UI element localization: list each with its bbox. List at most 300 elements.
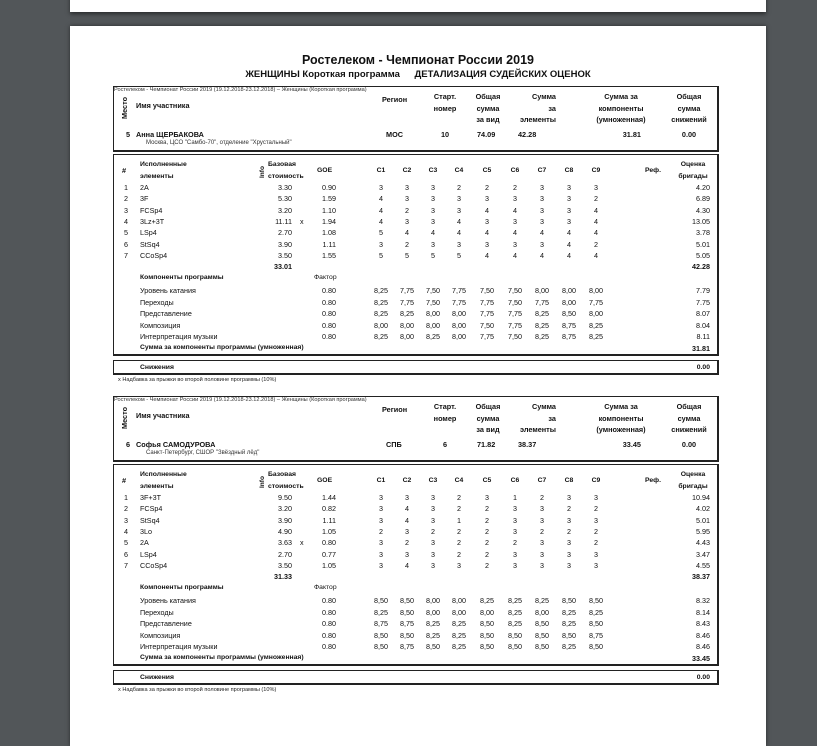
element-goe: 1.08: [322, 228, 336, 238]
elements-panel-total: 38.37: [692, 572, 710, 582]
skater-deductions-total: 0.00: [681, 130, 697, 139]
element-panel-score: 5.01: [696, 515, 710, 525]
element-base-value: 3.90: [278, 239, 292, 249]
judge-score-c1: 5: [379, 228, 383, 238]
element-row: [114, 527, 718, 538]
component-judge-c1: 8,25: [374, 607, 388, 617]
judge-score-c5: 2: [485, 515, 489, 525]
judge-score-c7: 3: [540, 194, 544, 204]
judge-score-c7: 3: [540, 239, 544, 249]
component-judge-c6: 7,50: [508, 286, 522, 295]
element-base-value: 3.50: [278, 560, 292, 570]
judge-score-c4: 2: [457, 526, 461, 536]
judge-score-c7: 3: [540, 216, 544, 226]
element-number: 6: [124, 549, 128, 559]
element-row: [114, 240, 718, 251]
component-judge-c6: 8,25: [508, 596, 522, 605]
skater-name: Анна ЩЕРБАКОВА: [136, 130, 204, 139]
judge-score-c2: 3: [405, 216, 409, 226]
component-factor: 0.80: [322, 309, 336, 319]
element-base-value: 3.63: [278, 538, 292, 548]
info-header: Info: [259, 166, 266, 178]
component-judge-c4: 8,25: [452, 619, 466, 629]
judge-score-c4: 3: [457, 194, 461, 204]
component-judge-c3: 8,50: [426, 642, 440, 652]
components-total-value: 33.45: [692, 654, 710, 663]
judges-details-box: [113, 154, 719, 356]
judge-score-c3: 3: [431, 549, 435, 559]
element-panel-score: 3.78: [696, 228, 710, 238]
element-name: FCSp4: [140, 504, 163, 514]
judge-score-c8: 2: [567, 504, 571, 514]
element-row: [114, 183, 718, 194]
element-number: 1: [124, 183, 128, 192]
element-number: 2: [124, 194, 128, 204]
element-base-value: 2.70: [278, 549, 292, 559]
judge-score-c2: 2: [405, 538, 409, 548]
skater-club: Москва, ЦСО "Самбо-70", отделение "Хрустальный": [146, 140, 292, 146]
judge-header-c3: C3: [428, 167, 438, 174]
skater-region: МОС: [386, 130, 404, 139]
judge-score-c2: 2: [405, 205, 409, 215]
judge-score-c6: 2: [513, 538, 517, 548]
judge-score-c5: 2: [485, 526, 489, 536]
judge-score-c9: 2: [594, 504, 598, 514]
skater-deductions-total: 0.00: [681, 440, 697, 449]
component-judge-c6: 8,50: [508, 630, 522, 640]
element-row: [114, 206, 718, 217]
component-panel-score: 8.07: [696, 309, 710, 319]
judge-score-c4: 2: [457, 493, 461, 502]
judge-header-c5: C5: [482, 167, 492, 174]
judge-score-c6: 3: [513, 526, 517, 536]
element-base-value: 2.70: [278, 228, 292, 238]
judge-score-c4: 1: [457, 515, 461, 525]
element-panel-score: 4.55: [696, 560, 710, 570]
element-goe: 1.55: [322, 250, 336, 260]
event-line: Ростелеком - Чемпионат России 2019 (19.12.2018-23.12.2018) – Женщины (Короткая программа): [114, 87, 367, 93]
component-name: Интерпретация музыки: [140, 332, 218, 342]
judge-score-c9: 2: [594, 194, 598, 204]
element-name: StSq4: [140, 515, 160, 525]
components-header-row: [114, 584, 718, 595]
judge-score-c7: 2: [540, 526, 544, 536]
element-panel-score: 4.02: [696, 504, 710, 514]
skater-name: Софья САМОДУРОВА: [136, 440, 216, 449]
judge-score-c6: 4: [513, 228, 517, 238]
judge-score-c3: 5: [431, 250, 435, 260]
judge-score-c9: 2: [594, 239, 598, 249]
factor-header: Фактор: [314, 274, 337, 281]
component-judge-c3: 7,50: [426, 297, 440, 307]
component-judge-c9: 8,75: [589, 630, 603, 640]
elements-total-row: [114, 262, 718, 273]
panel-score-header: Оценка бригады: [678, 161, 708, 180]
component-judge-c8: 8,50: [562, 309, 576, 319]
component-judge-c7: 8,50: [535, 619, 549, 629]
judge-score-c3: 3: [431, 493, 435, 502]
component-judge-c9: 7,75: [589, 297, 603, 307]
component-factor: 0.80: [322, 642, 336, 652]
component-panel-score: 8.14: [696, 607, 710, 617]
component-judge-c1: 8,25: [374, 297, 388, 307]
element-row: [114, 493, 718, 504]
deductions-sum-header: Общая сумма снижений: [671, 92, 707, 124]
element-name: CCoSp4: [140, 250, 168, 260]
element-info-flag: x: [300, 216, 304, 226]
judge-header-c9: C9: [591, 477, 601, 484]
component-judge-c5: 7,75: [480, 332, 494, 342]
component-name: Переходы: [140, 297, 174, 307]
element-row: [114, 504, 718, 515]
component-judge-c4: 8,25: [452, 642, 466, 652]
judge-score-c1: 2: [379, 526, 383, 536]
element-number: 5: [124, 228, 128, 238]
judge-score-c9: 3: [594, 183, 598, 192]
start-no-header: Старт. номер: [433, 402, 457, 423]
factor-header: Фактор: [314, 584, 337, 591]
component-judge-c5: 7,75: [480, 297, 494, 307]
element-number: 4: [124, 526, 128, 536]
judge-header-c2: C2: [402, 167, 412, 174]
judge-score-c8: 4: [567, 239, 571, 249]
element-panel-score: 5.01: [696, 239, 710, 249]
component-judge-c3: 8,00: [426, 309, 440, 319]
judge-score-c9: 3: [594, 549, 598, 559]
component-judge-c1: 8,00: [374, 320, 388, 330]
judge-header-c5: C5: [482, 477, 492, 484]
component-judge-c2: 8,50: [400, 630, 414, 640]
judge-score-c4: 4: [457, 228, 461, 238]
base-value-total: 31.33: [274, 572, 292, 582]
element-name: 3Lo: [140, 526, 152, 536]
components-total-row: [114, 344, 718, 355]
element-name: FCSp4: [140, 205, 163, 215]
component-judge-c6: 8,25: [508, 619, 522, 629]
component-row: [114, 332, 718, 343]
component-judge-c2: 8,75: [400, 619, 414, 629]
component-judge-c8: 8,00: [562, 286, 576, 295]
previous-page: [70, 0, 766, 12]
judge-score-c5: 3: [485, 493, 489, 502]
component-judge-c9: 8,25: [589, 332, 603, 342]
judge-score-c8: 3: [567, 194, 571, 204]
elements-sum-header: Сумма за элементы: [519, 402, 556, 434]
component-judge-c1: 8,25: [374, 332, 388, 342]
judge-score-c4: 3: [457, 205, 461, 215]
judge-score-c3: 3: [431, 515, 435, 525]
element-number: 2: [124, 504, 128, 514]
judge-score-c9: 3: [594, 493, 598, 502]
judge-score-c1: 4: [379, 194, 383, 204]
component-judge-c6: 7,75: [508, 320, 522, 330]
component-factor: 0.80: [322, 320, 336, 330]
judge-score-c7: 3: [540, 560, 544, 570]
component-judge-c4: 8,00: [452, 309, 466, 319]
element-panel-score: 10.94: [692, 493, 710, 502]
element-panel-score: 4.43: [696, 538, 710, 548]
element-base-value: 3.90: [278, 515, 292, 525]
component-judge-c5: 7,50: [480, 320, 494, 330]
component-judge-c2: 8,75: [400, 642, 414, 652]
judge-score-c2: 3: [405, 526, 409, 536]
element-name: 3F+3T: [140, 493, 161, 502]
judge-header-c4: C4: [454, 477, 464, 484]
component-row: [114, 309, 718, 320]
place-header: Место: [120, 406, 129, 430]
component-row: [114, 286, 718, 297]
element-panel-score: 13.05: [692, 216, 710, 226]
component-judge-c2: 7,75: [400, 286, 414, 295]
judge-score-c2: 3: [405, 194, 409, 204]
judge-score-c4: 2: [457, 504, 461, 514]
judge-score-c1: 3: [379, 504, 383, 514]
components-total-row: [114, 654, 718, 665]
component-judge-c8: 8,75: [562, 320, 576, 330]
component-judge-c1: 8,25: [374, 286, 388, 295]
element-name: 3Lz+3T: [140, 216, 165, 226]
judge-score-c5: 2: [485, 549, 489, 559]
footnote: x Надбавка за прыжки во второй половине программы (10%): [118, 377, 277, 383]
component-factor: 0.80: [322, 332, 336, 342]
component-factor: 0.80: [322, 286, 336, 295]
judge-score-c3: 4: [431, 228, 435, 238]
component-judge-c8: 8,50: [562, 630, 576, 640]
judge-header-c2: C2: [402, 477, 412, 484]
component-judge-c1: 8,50: [374, 596, 388, 605]
judge-score-c9: 2: [594, 538, 598, 548]
element-goe: 0.82: [322, 504, 336, 514]
component-name: Интерпретация музыки: [140, 642, 218, 652]
judge-score-c3: 3: [431, 538, 435, 548]
judge-score-c7: 3: [540, 205, 544, 215]
components-header-row: [114, 274, 718, 285]
component-judge-c8: 8,00: [562, 297, 576, 307]
judge-score-c9: 4: [594, 216, 598, 226]
total-header: Общая сумма за вид: [475, 92, 501, 124]
name-header: Имя участника: [136, 101, 190, 110]
components-sum-header: Сумма за компоненты (умноженная): [596, 92, 646, 124]
judge-score-c1: 3: [379, 538, 383, 548]
element-row: [114, 561, 718, 572]
element-info-flag: x: [300, 538, 304, 548]
judge-score-c6: 3: [513, 504, 517, 514]
component-judge-c7: 8,50: [535, 642, 549, 652]
components-title: Компоненты программы: [140, 584, 224, 591]
element-goe: 0.77: [322, 549, 336, 559]
judge-score-c2: 3: [405, 183, 409, 192]
component-judge-c7: 8,50: [535, 630, 549, 640]
skater-place: 5: [126, 130, 131, 139]
element-goe: 1.05: [322, 560, 336, 570]
judge-score-c1: 3: [379, 549, 383, 559]
component-judge-c4: 8,00: [452, 320, 466, 330]
component-judge-c6: 7,50: [508, 297, 522, 307]
component-judge-c7: 8,00: [535, 286, 549, 295]
judge-header-c7: C7: [537, 477, 547, 484]
component-judge-c7: 8,25: [535, 320, 549, 330]
start-no-header: Старт. номер: [433, 92, 457, 113]
component-judge-c9: 8,25: [589, 320, 603, 330]
judge-score-c8: 3: [567, 183, 571, 192]
judge-score-c3: 3: [431, 560, 435, 570]
judge-score-c6: 4: [513, 205, 517, 215]
base-value-total: 33.01: [274, 262, 292, 272]
judge-header-c6: C6: [510, 477, 520, 484]
judge-score-c6: 3: [513, 549, 517, 559]
elements-panel-total: 42.28: [692, 262, 710, 272]
component-judge-c5: 8,00: [480, 607, 494, 617]
deductions-label: Снижения: [140, 674, 174, 681]
component-panel-score: 8.32: [696, 596, 710, 605]
skater-start-no: 10: [440, 130, 450, 139]
component-judge-c4: 7,75: [452, 286, 466, 295]
judge-score-c7: 4: [540, 250, 544, 260]
judge-score-c2: 4: [405, 515, 409, 525]
judge-score-c1: 3: [379, 515, 383, 525]
component-judge-c9: 8,50: [589, 619, 603, 629]
pdf-page: [70, 26, 766, 746]
judge-score-c9: 3: [594, 560, 598, 570]
judge-score-c5: 3: [485, 216, 489, 226]
judge-header-c8: C8: [564, 477, 574, 484]
judge-score-c3: 3: [431, 239, 435, 249]
judge-score-c2: 5: [405, 250, 409, 260]
element-panel-score: 3.47: [696, 549, 710, 559]
component-factor: 0.80: [322, 596, 336, 605]
element-name: LSp4: [140, 228, 157, 238]
judge-score-c4: 3: [457, 560, 461, 570]
component-judge-c9: 8,50: [589, 596, 603, 605]
component-judge-c3: 7,50: [426, 286, 440, 295]
judge-score-c8: 3: [567, 515, 571, 525]
judge-score-c1: 3: [379, 183, 383, 192]
component-factor: 0.80: [322, 619, 336, 629]
judge-score-c6: 4: [513, 250, 517, 260]
element-row: [114, 550, 718, 561]
components-title: Компоненты программы: [140, 274, 224, 281]
region-header: Регион: [382, 405, 408, 414]
judge-score-c7: 3: [540, 504, 544, 514]
document-title: Ростелеком - Чемпионат России 2019: [301, 53, 534, 67]
element-goe: 1.11: [322, 239, 336, 249]
element-row: [114, 217, 718, 228]
judge-score-c2: 4: [405, 504, 409, 514]
component-judge-c1: 8,50: [374, 642, 388, 652]
element-number: 7: [124, 560, 128, 570]
judge-score-c5: 3: [485, 239, 489, 249]
skater-elements-total: 38.37: [518, 440, 537, 449]
component-judge-c8: 8,25: [562, 607, 576, 617]
component-judge-c9: 8,00: [589, 286, 603, 295]
element-row: [114, 251, 718, 262]
judge-score-c3: 3: [431, 183, 435, 192]
judge-score-c5: 4: [485, 228, 489, 238]
region-header: Регион: [382, 95, 408, 104]
judge-score-c6: 2: [513, 183, 517, 192]
component-judge-c5: 8,50: [480, 642, 494, 652]
element-name: 2A: [140, 183, 149, 192]
judge-score-c3: 3: [431, 205, 435, 215]
judge-score-c2: 4: [405, 560, 409, 570]
component-judge-c2: 7,75: [400, 297, 414, 307]
element-base-value: 4.90: [278, 526, 292, 536]
components-total-label: Сумма за компоненты программы (умноженная): [140, 654, 304, 661]
component-judge-c2: 8,50: [400, 607, 414, 617]
element-goe: 1.11: [322, 515, 336, 525]
element-base-value: 3.20: [278, 205, 292, 215]
deductions-sum-header: Общая сумма снижений: [671, 402, 707, 434]
judge-score-c6: 3: [513, 515, 517, 525]
deductions-box: [113, 360, 719, 375]
element-no-header: #: [122, 166, 127, 175]
skater-total: 74.09: [477, 130, 496, 139]
component-judge-c8: 8,50: [562, 596, 576, 605]
component-judge-c1: 8,75: [374, 619, 388, 629]
judge-header-c4: C4: [454, 167, 464, 174]
ref-header: Реф.: [645, 167, 661, 174]
component-judge-c6: 7,50: [508, 332, 522, 342]
component-judge-c1: 8,25: [374, 309, 388, 319]
judge-score-c5: 3: [485, 194, 489, 204]
base-value-header: Базовая стоимость: [268, 471, 304, 490]
component-judge-c7: 7,75: [535, 297, 549, 307]
component-panel-score: 8.46: [696, 642, 710, 652]
element-row: [114, 228, 718, 239]
judge-score-c2: 3: [405, 549, 409, 559]
element-panel-score: 4.30: [696, 205, 710, 215]
element-number: 4: [124, 216, 128, 226]
component-judge-c2: 8,50: [400, 596, 414, 605]
component-judge-c3: 8,00: [426, 596, 440, 605]
panel-score-header: Оценка бригады: [678, 471, 708, 490]
element-name-header: Исполненные элементы: [140, 161, 187, 180]
element-goe: 1.44: [322, 493, 336, 502]
component-panel-score: 8.11: [696, 332, 710, 342]
element-panel-score: 5.95: [696, 526, 710, 536]
judge-score-c8: 4: [567, 228, 571, 238]
component-judge-c3: 8,00: [426, 607, 440, 617]
judge-score-c6: 3: [513, 216, 517, 226]
components-total-value: 31.81: [692, 344, 710, 353]
judge-score-c1: 3: [379, 560, 383, 570]
component-judge-c1: 8,50: [374, 630, 388, 640]
footnote: x Надбавка за прыжки во второй половине программы (10%): [118, 687, 277, 693]
element-goe: 1.05: [322, 526, 336, 536]
component-row: [114, 298, 718, 309]
skater-start-no: 6: [442, 440, 448, 449]
component-judge-c3: 8,25: [426, 332, 440, 342]
judge-score-c8: 4: [567, 250, 571, 260]
element-name: StSq4: [140, 239, 160, 249]
component-name: Уровень катания: [140, 286, 196, 295]
base-value-header: Базовая стоимость: [268, 161, 304, 180]
component-judge-c8: 8,75: [562, 332, 576, 342]
component-judge-c4: 8,00: [452, 607, 466, 617]
judge-score-c5: 2: [485, 183, 489, 192]
component-judge-c2: 8,25: [400, 309, 414, 319]
judge-score-c6: 3: [513, 194, 517, 204]
component-judge-c4: 7,75: [452, 297, 466, 307]
component-judge-c4: 8,25: [452, 630, 466, 640]
skater-components-total: 33.45: [622, 440, 641, 449]
component-judge-c5: 8,50: [480, 630, 494, 640]
element-base-value: 3.50: [278, 250, 292, 260]
total-header: Общая сумма за вид: [475, 402, 501, 434]
component-judge-c3: 8,00: [426, 320, 440, 330]
component-judge-c4: 8,00: [452, 332, 466, 342]
element-goe: 1.10: [322, 205, 336, 215]
